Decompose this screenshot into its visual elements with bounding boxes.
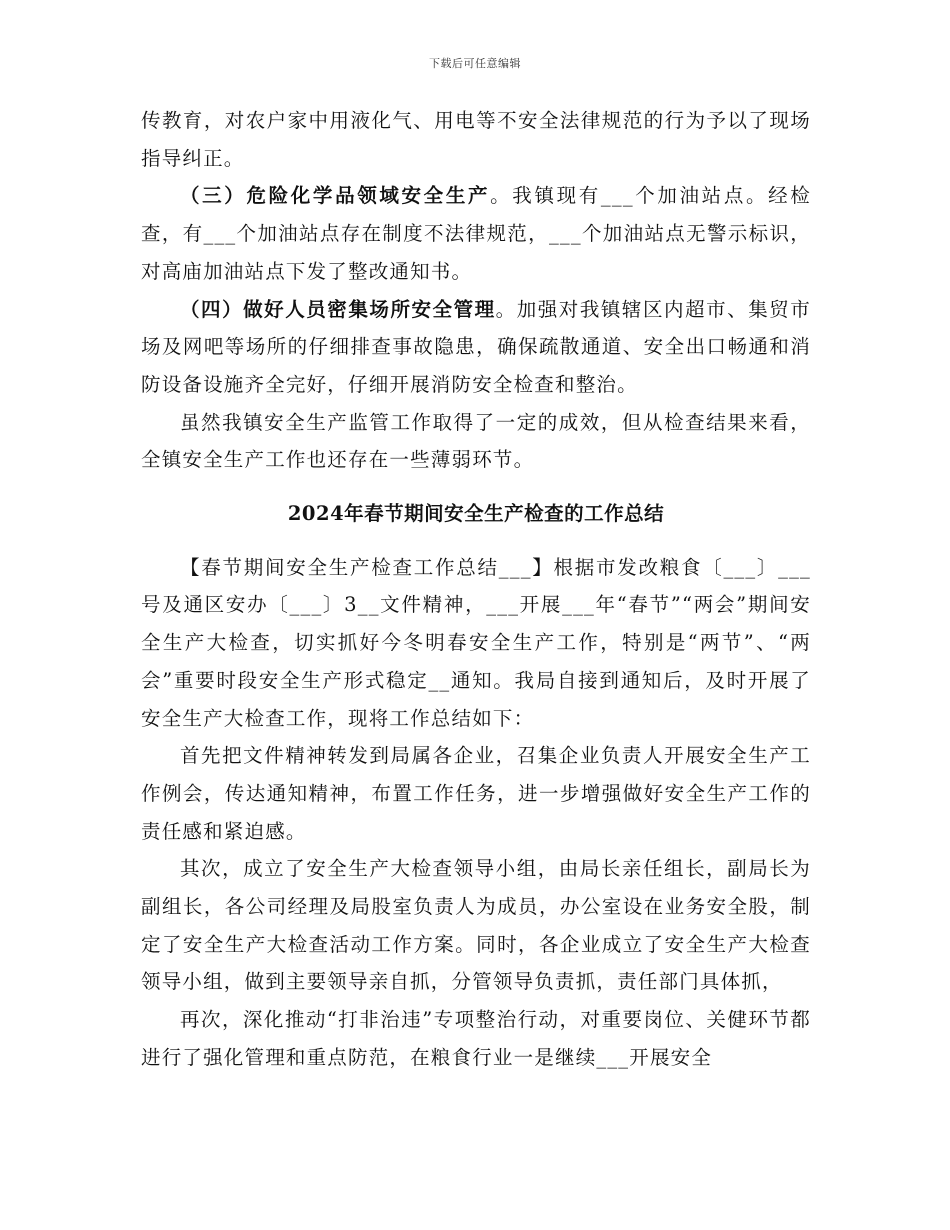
- paragraph-summary: 虽然我镇安全生产监管工作取得了一定的成效，但从检查结果来看，全镇安全生产工作也还存在一些薄弱环节。: [141, 410, 811, 472]
- paragraph-hazardous-chemicals: [141, 177, 811, 290]
- paragraph-second: 其次，成立了安全生产大检查领导小组，由局长亲任组长，副局长为副组长，各公司经理及局股室负责人为成员，办公室设在业务安全股，制定了安全生产大检查活动工作方案。同时，各企业成立了安全生产大检查领导小组，做到主要领导亲自抓，分管领导负责抓，责任部门具体抓，: [141, 857, 811, 994]
- paragraph-text: 。我镇现有___个加油站点。经检查，有___个加油站点存在制度不法律规范，___个加油站点无警示标识，对高庙加油站点下发了整改通知书。: [141, 184, 811, 283]
- paragraph-continued: 传教育，对农户家中用液化气、用电等不安全法律规范的行为予以了现场指导纠正。: [141, 109, 811, 170]
- paragraph-third: 再次，深化推动“打非治违”专项整治行动，对重要岗位、关健环节都进行了强化管理和重点防范，在粮食行业一是继续___开展安全: [141, 1008, 811, 1069]
- paragraph-text: 。加强对我镇辖区内超市、集贸市场及网吧等场所的仔细排查事故隐患，确保疏散通道、安全出口畅通和消防设备设施齐全完好，仔细开展消防安全检查和整治。: [141, 297, 811, 396]
- document-body: [141, 102, 811, 1077]
- paragraph-crowded-places: [141, 291, 811, 404]
- paragraph-heading: （三）危险化学品领域安全生产: [180, 184, 491, 208]
- paragraph-intro: 【春节期间安全生产检查工作总结___】根据市发改粮食〔___〕___号及通区安办〔___〕3__文件精神，___开展___年“春节”“两会”期间安全生产大检查，切实抓好今冬明春安全生产工作，特别是“两节”、“两会”重要时段安全生产形式稳定__通知。我局自接到通知后，及时开展了安全生产大检查工作，现将工作总结如下：: [141, 555, 811, 730]
- header-note: 下载后可任意编辑: [429, 57, 521, 70]
- paragraph-first: 首先把文件精神转发到局属各企业，召集企业负责人开展安全生产工作例会，传达通知精神，布置工作任务，进一步增强做好安全生产工作的责任感和紧迫感。: [141, 744, 811, 843]
- paragraph-heading: （四）做好人员密集场所安全管理: [180, 297, 496, 321]
- section-title: 2024年春节期间安全生产检查的工作总结: [287, 502, 665, 526]
